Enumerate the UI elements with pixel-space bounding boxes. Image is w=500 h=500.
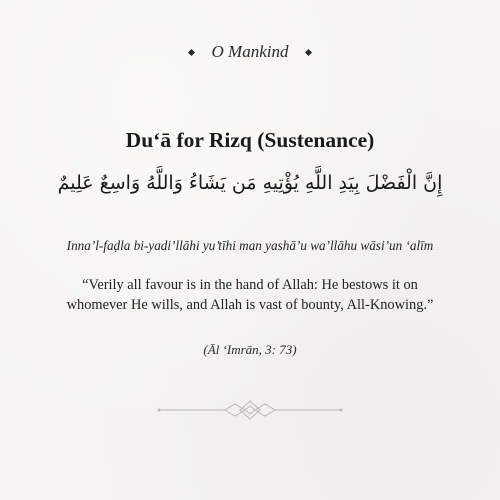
diamond-icon (305, 49, 312, 56)
transliteration: Inna’l-faḍla bi-yadi’llāhi yu’tīhi man yashā’u wa’llāhu wāsi’un ‘alīm (66, 238, 434, 253)
verse-reference: (Āl ‘Imrān, 3: 73) (203, 342, 297, 357)
header (0, 42, 500, 62)
page-title: Du‘ā for Rizq (Sustenance) (125, 128, 375, 152)
translation: “Verily all favour is in the hand of Allah: He bestows it on whomever He wills, and Allah is vast of bounty, All-Knowing.” (66, 277, 434, 313)
arabic-verse: إِنَّ الْفَضْلَ بِيَدِ اللَّهِ يُؤْتِيهِ مَن يَشَاءُ وَاللَّهُ وَاسِعٌ عَلِيمٌ (57, 172, 443, 194)
diamond-icon (187, 49, 194, 56)
ornamental-divider-icon (155, 398, 345, 422)
header-title: O Mankind (211, 42, 289, 61)
